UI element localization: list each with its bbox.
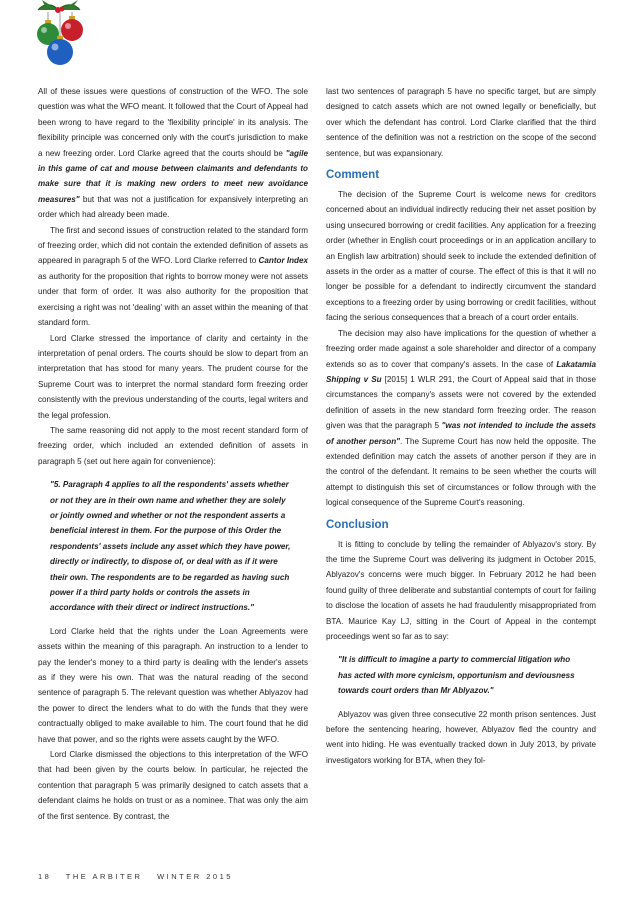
heading-conclusion: Conclusion [326,518,389,531]
emphasis-text: "agile in this game of cat and mouse between claimants and defendants to make sure that it is making new orders to meet new avoidance measures" [38,148,308,204]
right-column [326,84,596,768]
text-run: All of these issues were questions of construction of the WFO. The sole question was what the WFO meant. It followed that the Court of Appeal had been wrong to have regard to the 'flexibility principle' in its analysis. The flexibility principle was concerned only with the court's jurisdiction to make a new freezing order. Lord Clarke agreed that the courts should be [38,87,308,158]
paragraph-same-reasoning: The same reasoning did not apply to the most recent standard form of freezing order, which included an extended definition of assets in paragraph 5 (set out here again for convenience): [38,425,308,466]
paragraph-comment-welcome: The decision of the Supreme Court is welcome news for creditors concerned about an individual indirectly reducing their net asset position by using unsecured borrowing or credit facilities. Any application for a freezing order (whether in English court proceedings or in an application ancillary to an English law arbitration) should seek to include the extended definition of assets in the order as a matter of course. The effect of this is that it will no longer be possible for a defendant to indirectly circumvent the standard exceptions to a freezing order by using borrowing or credit facilities, without facing the serious consequences that a breach of a court order entails. [326,190,596,323]
paragraph-wfo-construction [38,84,308,223]
text-run: . The Supreme Court has now held the opposite. The extended definition may catch the assets of another person if they are in the control of the defendant. It remains to be seen whether the courts will attempt to distinguish this set of circumstances or follow through with the logical consequence of the Supreme Court's reasoning. [326,436,597,508]
paragraph-objections: Lord Clarke dismissed the objections to this interpretation of the WFO that had been given by the courts below. In particular, he rejected the contention that paragraph 5 was primarily designed to catch assets that a defendant claims he holds on trust or as a nominee. That was only the aim of the first sentence. By contrast, the [38,750,308,821]
paragraph-first-second-issues [38,223,308,331]
text-run: as authority for the proposition that rights to borrow money were not assets under that form of order. It was also authority for the proposition that exercising a right was not 'dealing' with an asset within the meaning of that standard form. [38,271,308,328]
paragraph-comment-implications [326,326,596,511]
emphasis-text: Lakatamia Shipping v Su [326,359,596,384]
paragraph-loan-agreements: Lord Clarke held that the rights under the Loan Agreements were assets within the meaning of this paragraph. An instruction to a lender to pay the lender's money to a third party is dealing with the lender's assets as if they were his own. That was the natural reading of the second sentence of paragraph 5. The relevant question was whether Ablyazov had the power to direct the lenders what to do with the funds that they were contractually obliged to make available to him. The court found that he did have that power, and so the rights were assets caught by the WFO. [38,626,308,744]
page-number: 18 [38,872,52,881]
emphasis-text: Cantor Index [258,256,309,266]
text-run: The decision may also have implications for the question of whether a freezing order made against a sole shareholder and director of a company extends so as to cover that company's assets. In the case of [326,328,596,369]
left-column [38,84,308,824]
emphasis-text: "was not intended to include the assets of another person" [326,421,597,446]
issue-label: WINTER 2015 [157,872,233,881]
text-run: [2015] 1 WLR 291, the Court of Appeal said that in those circumstances the company's assets were not covered by the extended definition of assets in the new standard form freezing order. The reason given was that the paragraph 5 [326,374,596,431]
paragraph-clarity-certainty: Lord Clarke stressed the importance of clarity and certainty in the interpretation of penal orders. The courts should be slow to depart from an interpretation that has stood for many years. The prudent course for the Supreme Court was to interpret the normal standard form freezing order consistently with the previous understanding of the courts, legal writers and the legal profession. [38,333,308,420]
quote-maurice-kay: "It is difficult to imagine a party to commercial litigation who has acted with more cynicism, opportunism and deviousness towards court orders than Mr Ablyazov." [338,655,575,696]
publication-name: THE ARBITER [65,872,143,881]
text-run: but that was not a justification for expansively interpreting an order which had already been made. [38,194,308,220]
paragraph-conclusion-story: It is fitting to conclude by telling the remainder of Ablyazov's story. By the time the Supreme Court was delivering its judgment in October 2015, Ablyazov's concerns were much bigger. In February 2012 he had been found guilty of three deliberate and substantial contempts of court for failing to disclose the location of assets he had fraudulently misappropriated from BTA. Maurice Kay LJ, sitting in the Court of Appeal in the contempt proceedings went so far as to say: [326,539,596,641]
heading-comment: Comment [326,169,380,182]
paragraph-last-two-sentences: last two sentences of paragraph 5 have no specific target, but are simply designed to catch assets which are not owned legally or beneficially, but over which the defendant has control. Lord Clarke clarified that the third sentence of the definition was not a restriction on the scope of the second sentence, but was expansionary. [326,87,596,158]
page-footer [38,872,243,881]
text-run: The first and second issues of construction related to the standard form of freezing order, which did not contain the extended definition of assets as appeared in paragraph 5 of the WFO. Lord Clarke referred to [38,225,308,266]
quote-paragraph-5: "5. Paragraph 4 applies to all the respondents' assets whether or not they are in their own name and whether they are solely or jointly owned and whether or not the respondent asserts a beneficial interest in them. For the purpose of this Order the respondents' assets include any asset which they have power, directly or indirectly, to dispose of, or deal with as if it were their own. The respondents are to be regarded as having such power if a third party holds or controls the assets in accordance with their direct or indirect instructions." [50,480,291,613]
christmas-baubles-icon [20,0,100,74]
paragraph-prison-sentences: Ablyazov was given three consecutive 22 month prison sentences. Just before the sentencing hearing, however, Ablyazov fled the country and went into hiding. He was eventually tracked down in July 2013, by private investigators working for BTA, when they fol- [326,709,596,765]
